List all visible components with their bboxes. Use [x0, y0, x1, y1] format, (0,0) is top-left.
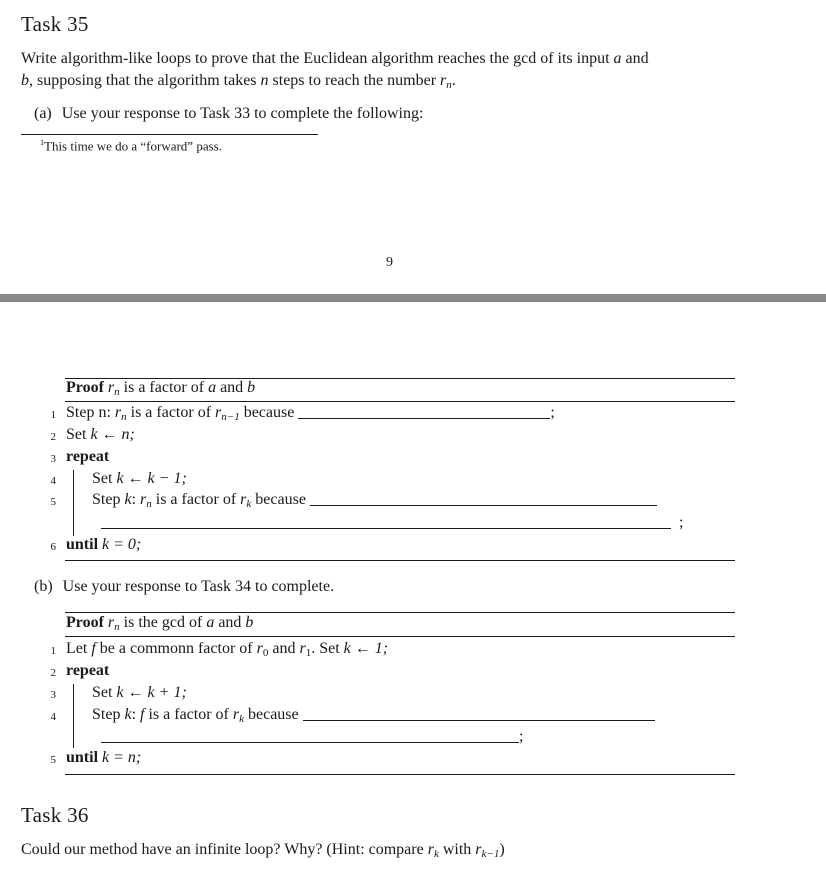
var-b: b	[21, 72, 29, 89]
proof1-bottom-rule	[65, 560, 735, 561]
var-a: a	[613, 50, 622, 67]
sub-n: n	[114, 386, 120, 398]
part-a-label: (a)	[34, 105, 52, 122]
footnote	[40, 138, 222, 154]
var-n: n	[260, 72, 269, 89]
sub-n-minus-1: n−1	[221, 411, 240, 423]
r-symbol: r	[299, 640, 306, 657]
proof2-line-5	[66, 749, 141, 767]
r-symbol: r	[240, 491, 247, 508]
proof1-header-rule	[65, 401, 735, 402]
line-number: 2	[50, 667, 56, 679]
sub-n: n	[121, 411, 127, 423]
proof1-line-5-cont	[101, 514, 683, 532]
and-word: and	[218, 614, 242, 631]
sub-k: k	[239, 713, 244, 725]
footnote-rule	[21, 134, 318, 135]
assign-expr: k ← n;	[90, 426, 135, 443]
let-text: Let	[66, 640, 88, 657]
r-symbol: r	[256, 640, 263, 657]
close-paren: )	[499, 841, 505, 858]
sub-0: 0	[262, 647, 269, 659]
step-n-label: Step n:	[66, 404, 111, 421]
line-number: 3	[50, 453, 56, 465]
part-b-label: (b)	[34, 578, 53, 595]
set-text: Set	[92, 470, 113, 487]
answer-blank-2[interactable]	[310, 505, 657, 506]
proof1-header-text: is a factor of	[123, 379, 205, 396]
sub-n: n	[446, 79, 452, 91]
var-b: b	[245, 614, 254, 631]
task-35-title: Task 35	[21, 12, 89, 36]
semicolon: ;	[679, 514, 684, 531]
r-symbol: r	[475, 841, 482, 858]
line-number: 4	[50, 475, 56, 487]
factor-text: is a factor of	[155, 491, 237, 508]
var-a: a	[206, 614, 215, 631]
task-35-text-3: steps to reach the number	[272, 72, 437, 89]
var-k: k	[124, 706, 132, 723]
proof2-bottom-rule	[65, 774, 735, 775]
proof2-header-text: is the gcd of	[123, 614, 203, 631]
r-symbol: r	[107, 379, 115, 396]
loop-bar	[73, 684, 74, 748]
sub-n: n	[146, 498, 152, 510]
semicolon: ;	[550, 404, 555, 421]
proof1-line-2	[66, 426, 135, 444]
page-number: 9	[386, 255, 393, 270]
repeat-keyword: repeat	[66, 448, 110, 465]
sub-n: n	[114, 621, 120, 633]
proof2-header-bold: Proof	[66, 614, 104, 631]
until-keyword: until	[66, 749, 99, 766]
line-number: 1	[50, 645, 56, 657]
because-text: because	[248, 706, 299, 723]
until-cond: k = n;	[102, 749, 142, 766]
colon: :	[131, 491, 137, 508]
period: .	[451, 72, 456, 89]
r-symbol: r	[107, 614, 115, 631]
proof1-line-1	[66, 404, 555, 423]
sub-k-minus-1: k−1	[481, 848, 500, 860]
r-symbol: r	[114, 404, 122, 421]
line-number: 6	[50, 541, 56, 553]
because-text: because	[255, 491, 306, 508]
set-text: Set	[66, 426, 87, 443]
line-number: 1	[50, 409, 56, 421]
task-35-statement	[21, 48, 811, 96]
assign-expr: k ← k + 1;	[116, 684, 187, 701]
var-f: f	[140, 706, 145, 723]
set-text: . Set	[311, 640, 340, 657]
common-factor-text: be a commonn factor of	[99, 640, 253, 657]
until-keyword: until	[66, 536, 99, 553]
proof2-line-1	[66, 640, 388, 659]
proof1-header-bold: Proof	[66, 379, 104, 396]
proof1-line-5	[92, 491, 657, 510]
step-text: Step	[92, 706, 121, 723]
footnote-text: This time we do a “forward” pass.	[44, 138, 222, 154]
and-word: and	[625, 50, 649, 67]
colon: :	[131, 706, 137, 723]
factor-text: is a factor of	[148, 706, 229, 723]
r-symbol: r	[140, 491, 147, 508]
line-number: 2	[50, 431, 56, 443]
part-b-text: Use your response to Task 34 to complete.	[62, 578, 335, 595]
proof2-header-rule	[65, 636, 735, 637]
loop-bar	[73, 470, 74, 536]
answer-blank-5[interactable]	[101, 742, 519, 743]
proof2-line-4	[92, 706, 655, 725]
answer-blank-3[interactable]	[101, 528, 671, 529]
part-a	[34, 103, 423, 125]
proof1-line-4	[92, 470, 187, 488]
r-symbol: r	[427, 841, 434, 858]
set-text: Set	[92, 684, 113, 701]
var-r: r	[440, 72, 447, 89]
answer-blank-4[interactable]	[303, 720, 655, 721]
factor-text: is a factor of	[130, 404, 212, 421]
repeat-keyword: repeat	[66, 662, 110, 679]
task-35-text-1: Write algorithm-like loops to prove that the Euclidean algorithm reaches the gcd of its input	[21, 50, 610, 67]
sub-k: k	[433, 848, 439, 860]
proof2-header	[66, 614, 253, 633]
page-separator	[0, 294, 826, 302]
part-a-text: Use your response to Task 33 to complete the following:	[61, 105, 424, 122]
step-text: Step	[92, 491, 121, 508]
proof2-top-rule	[65, 612, 735, 613]
line-number: 3	[50, 689, 56, 701]
with-word: with	[442, 841, 472, 858]
line-number: 4	[50, 711, 56, 723]
var-k: k	[124, 491, 132, 508]
task-36-text	[21, 839, 505, 865]
line-number: 5	[50, 754, 56, 766]
footnote-mark: 1	[40, 138, 44, 147]
var-f: f	[91, 640, 96, 657]
var-b: b	[247, 379, 256, 396]
r-symbol: r	[215, 404, 222, 421]
proof2-line-4-cont	[101, 728, 523, 746]
line-number: 5	[50, 496, 56, 508]
sub-k: k	[246, 498, 252, 510]
r-symbol: r	[232, 706, 240, 723]
proof1-header	[66, 379, 255, 398]
sub-1: 1	[305, 647, 312, 659]
part-b	[34, 576, 334, 598]
until-cond: k = 0;	[102, 536, 142, 553]
assign-expr: k ← 1;	[343, 640, 389, 657]
var-a: a	[208, 379, 217, 396]
assign-expr: k ← k − 1;	[116, 470, 187, 487]
task-36-title: Task 36	[21, 803, 89, 827]
because-text: because	[243, 404, 295, 421]
proof1-line-6	[66, 536, 141, 554]
answer-blank-1[interactable]	[298, 418, 550, 419]
and-word: and	[272, 640, 296, 657]
task-35-text-2: , supposing that the algorithm takes	[29, 72, 257, 89]
task-36-text-1: Could our method have an infinite loop? Why? (Hint: compare	[21, 841, 424, 858]
proof2-line-3	[92, 684, 187, 702]
and-word: and	[220, 379, 244, 396]
semicolon: ;	[519, 728, 524, 745]
